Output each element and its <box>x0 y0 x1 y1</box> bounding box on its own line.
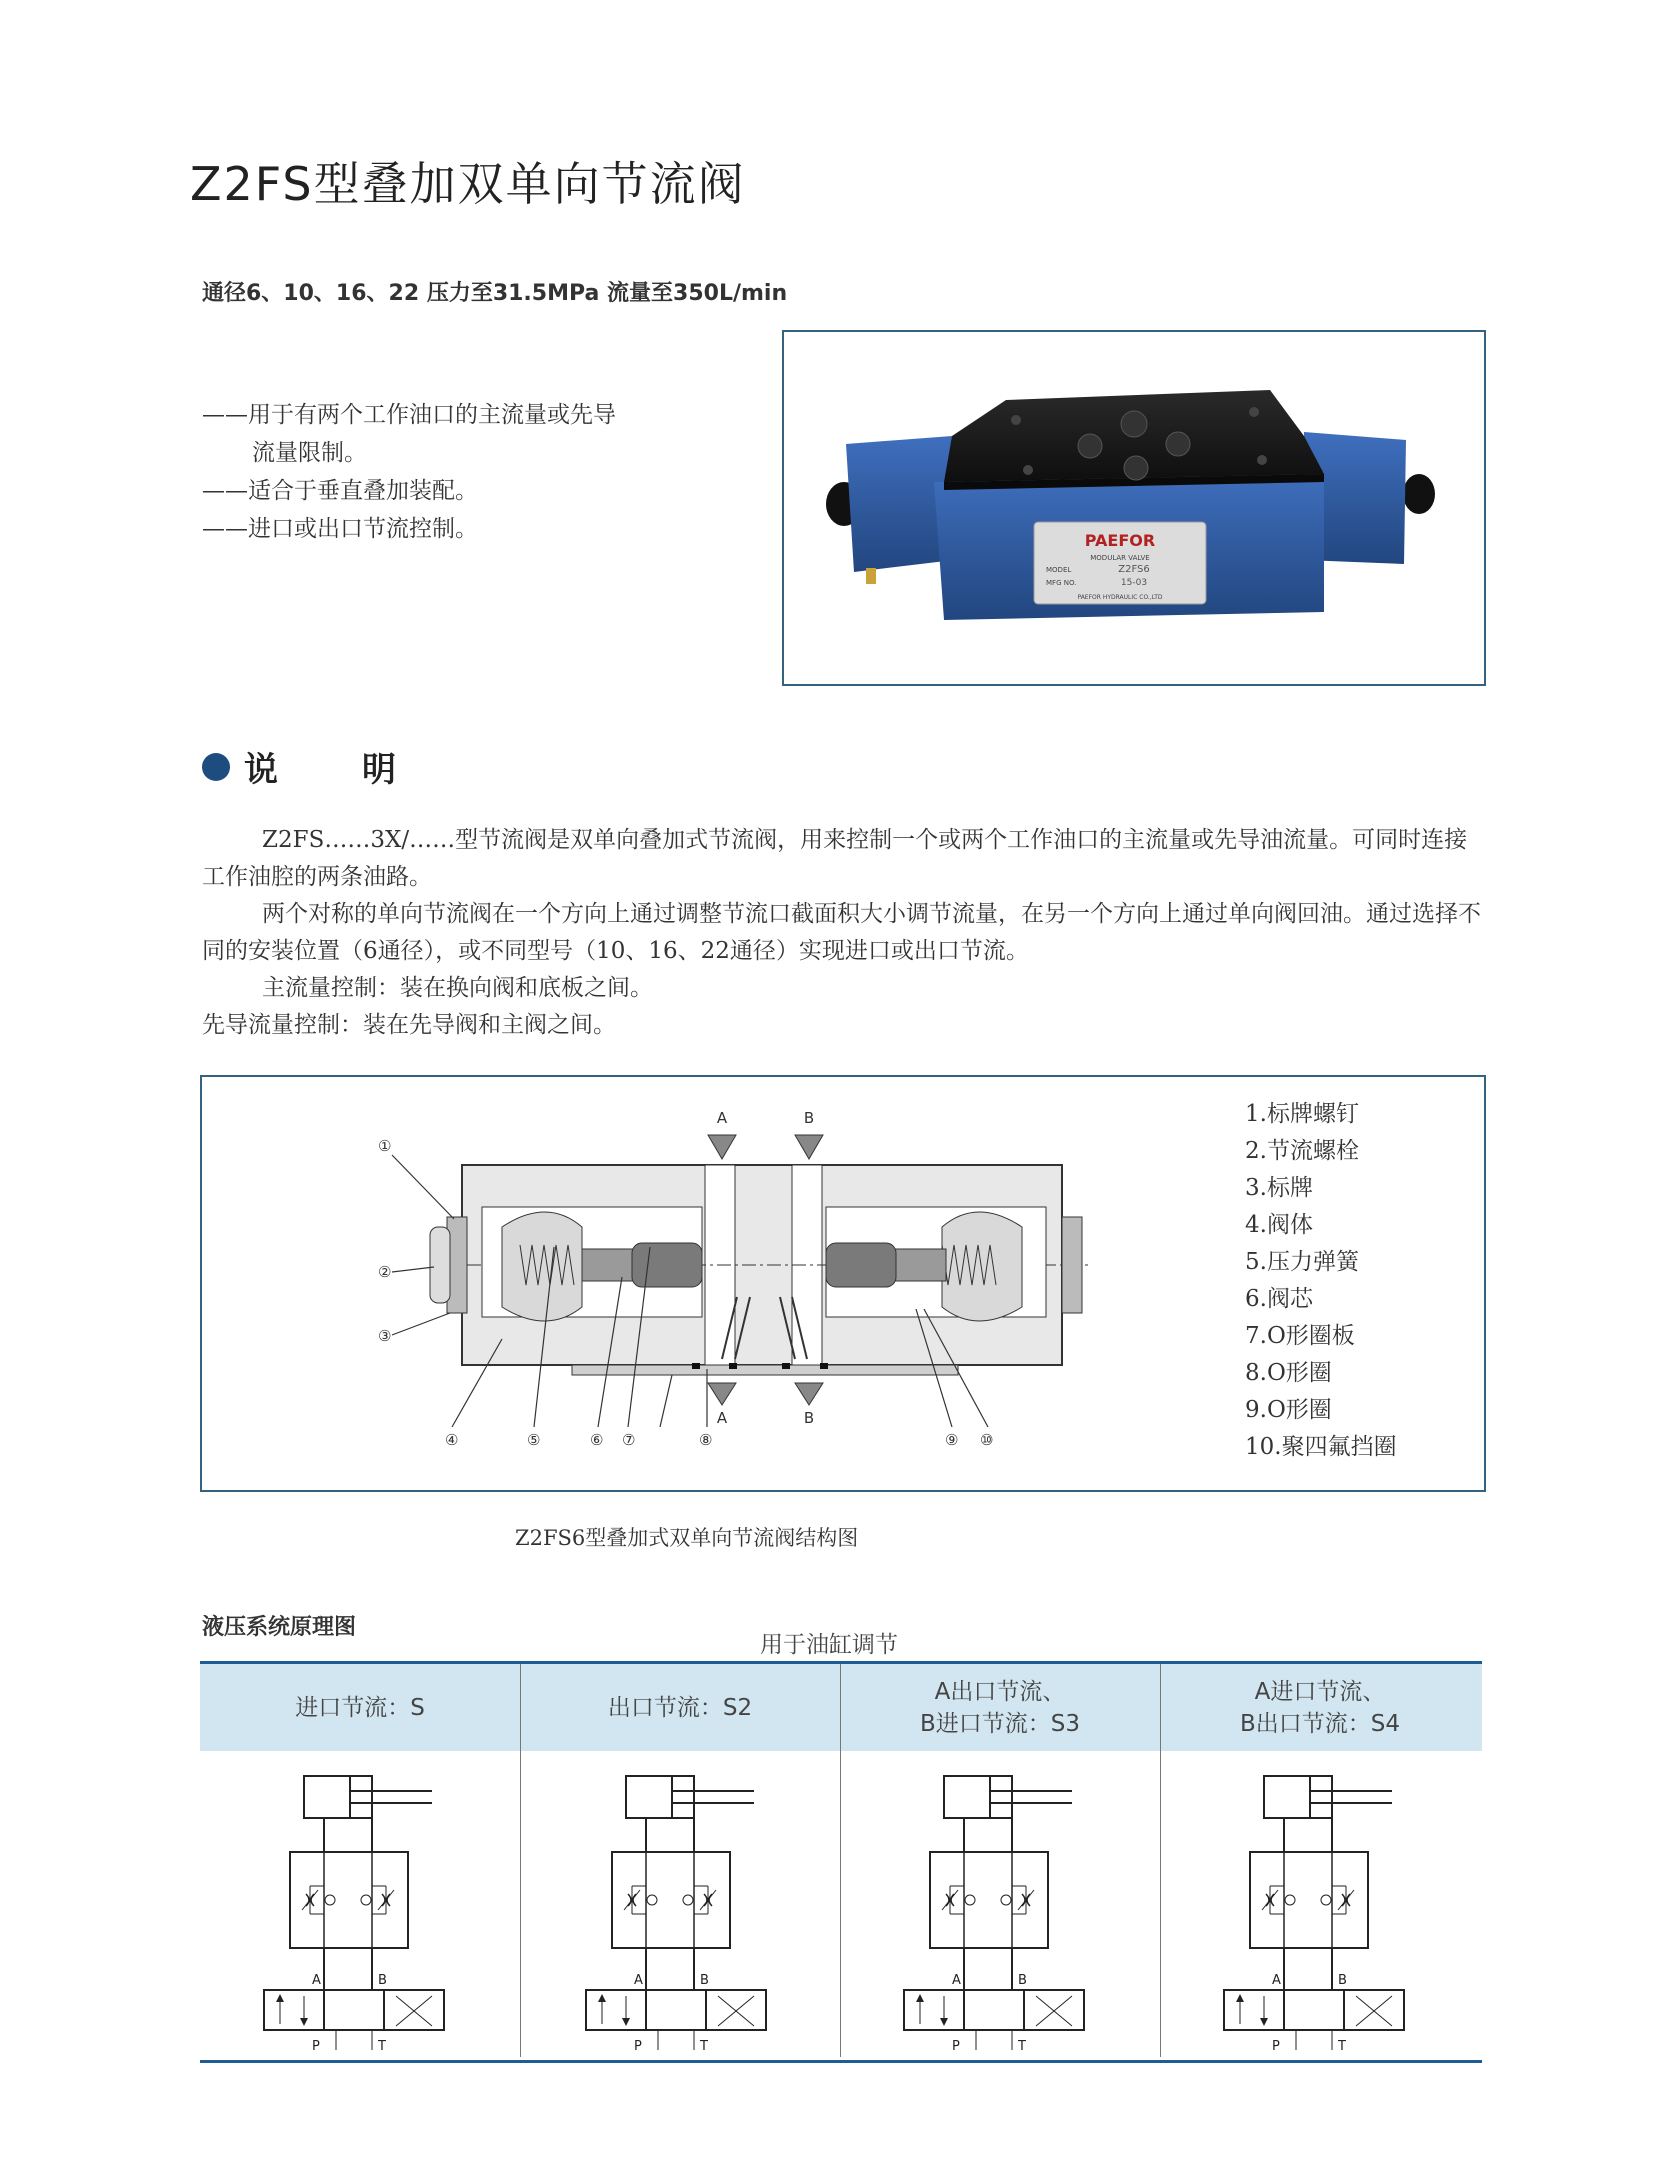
feature-item: 流量限制。 <box>252 440 367 466</box>
feature-item: ——适合于垂直叠加装配。 <box>202 478 478 504</box>
callout-5: ⑤ <box>527 1431 541 1449</box>
svg-text:P: P <box>952 2039 960 2054</box>
feature-list <box>202 396 616 548</box>
callout-8: ⑧ <box>699 1431 713 1449</box>
structure-caption: Z2FS6型叠加式双单向节流阀结构图 <box>515 1526 859 1550</box>
hydraulic-table <box>200 1661 1482 2063</box>
description <box>202 822 1484 1044</box>
part-item: 7.O形圈板 <box>1245 1323 1355 1349</box>
feature-item: ——用于有两个工作油口的主流量或先导 <box>202 402 616 428</box>
section-heading: 说 明 <box>202 742 396 791</box>
desc-paragraph: Z2FS……3X/……型节流阀是双单向叠加式节流阀，用来控制一个或两个工作油口的主流量或先导油流量。可同时连接工作油腔的两条油路。 <box>202 827 1468 890</box>
page-title: Z2FS型叠加双单向节流阀 <box>190 157 746 211</box>
part-item: 6.阀芯 <box>1245 1286 1313 1312</box>
svg-text:P: P <box>634 2039 642 2054</box>
svg-text:T: T <box>378 2039 386 2054</box>
svg-text:T: T <box>700 2039 708 2054</box>
column-header: 进口节流：S <box>295 1694 425 1721</box>
callout-6: ⑥ <box>590 1431 604 1449</box>
svg-text:B: B <box>378 1973 387 1988</box>
desc-paragraph: 先导流量控制：装在先导阀和主阀之间。 <box>202 1012 616 1038</box>
structure-diagram <box>202 1077 1242 1490</box>
plate-type: MODULAR VALVE <box>1090 554 1150 562</box>
svg-text:A: A <box>1272 1973 1281 1988</box>
port-label-a-bottom: A <box>716 1409 728 1427</box>
product-photo-frame <box>782 330 1486 686</box>
callout-3: ③ <box>378 1327 392 1345</box>
circuit-symbols <box>200 1754 1482 2054</box>
plate-mfg-value: 15-03 <box>1120 578 1148 588</box>
hydraulic-subtitle: 用于油缸调节 <box>760 1632 898 1658</box>
port-label-b: B <box>803 1109 815 1127</box>
svg-text:B: B <box>1018 1973 1027 1988</box>
feature-item: ——进口或出口节流控制。 <box>202 516 478 542</box>
column-header: A出口节流、 B进口节流：S3 <box>919 1678 1080 1737</box>
part-item: 9.O形圈 <box>1245 1397 1332 1423</box>
callout-10: ⑩ <box>980 1431 994 1449</box>
svg-text:T: T <box>1338 2039 1346 2054</box>
port-label-a: A <box>716 1109 728 1127</box>
part-item: 4.阀体 <box>1245 1212 1313 1238</box>
callout-2: ② <box>378 1263 392 1281</box>
svg-text:A: A <box>952 1973 961 1988</box>
parts-list <box>1245 1096 1397 1466</box>
plate-model-label: MODEL <box>1046 566 1072 574</box>
plate-maker: PAEFOR HYDRAULIC CO.,LTD <box>1077 594 1163 601</box>
spec-line: 通径6、10、16、22 压力至31.5MPa 流量至350L/min <box>202 281 788 306</box>
svg-text:A: A <box>312 1973 321 1988</box>
svg-text:P: P <box>312 2039 320 2054</box>
product-photo <box>784 332 1484 684</box>
part-item: 5.压力弹簧 <box>1245 1249 1359 1275</box>
port-label-b-bottom: B <box>803 1409 815 1427</box>
hydraulic-title: 液压系统原理图 <box>202 1615 357 1640</box>
desc-paragraph: 主流量控制：装在换向阀和底板之间。 <box>262 975 653 1001</box>
callout-7: ⑦ <box>622 1431 636 1449</box>
part-item: 3.标牌 <box>1245 1175 1313 1201</box>
plate-brand: PAEFOR <box>1084 531 1156 550</box>
callout-4: ④ <box>445 1431 459 1449</box>
bullet-icon <box>202 753 230 781</box>
part-item: 2.节流螺栓 <box>1245 1138 1359 1164</box>
svg-text:B: B <box>1338 1973 1347 1988</box>
desc-paragraph: 两个对称的单向节流阀在一个方向上通过调整节流口截面积大小调节流量，在另一个方向上通过单向阀回油。通过选择不同的安装位置（6通径），或不同型号（10、16、22通径）实现进口或出口节流。 <box>202 901 1481 964</box>
svg-text:B: B <box>700 1973 709 1988</box>
callout-1: ① <box>378 1137 392 1155</box>
svg-text:A: A <box>634 1973 643 1988</box>
part-item: 10.聚四氟挡圈 <box>1245 1434 1397 1460</box>
plate-mfg-label: MFG NO. <box>1046 579 1077 587</box>
svg-text:T: T <box>1018 2039 1026 2054</box>
callout-9: ⑨ <box>945 1431 959 1449</box>
part-item: 8.O形圈 <box>1245 1360 1332 1386</box>
column-header: 出口节流：S2 <box>607 1694 753 1721</box>
column-header: A进口节流、 B出口节流：S4 <box>1239 1678 1400 1737</box>
plate-model-value: Z2FS6 <box>1118 564 1150 575</box>
svg-text:P: P <box>1272 2039 1280 2054</box>
part-item: 1.标牌螺钉 <box>1245 1101 1359 1127</box>
